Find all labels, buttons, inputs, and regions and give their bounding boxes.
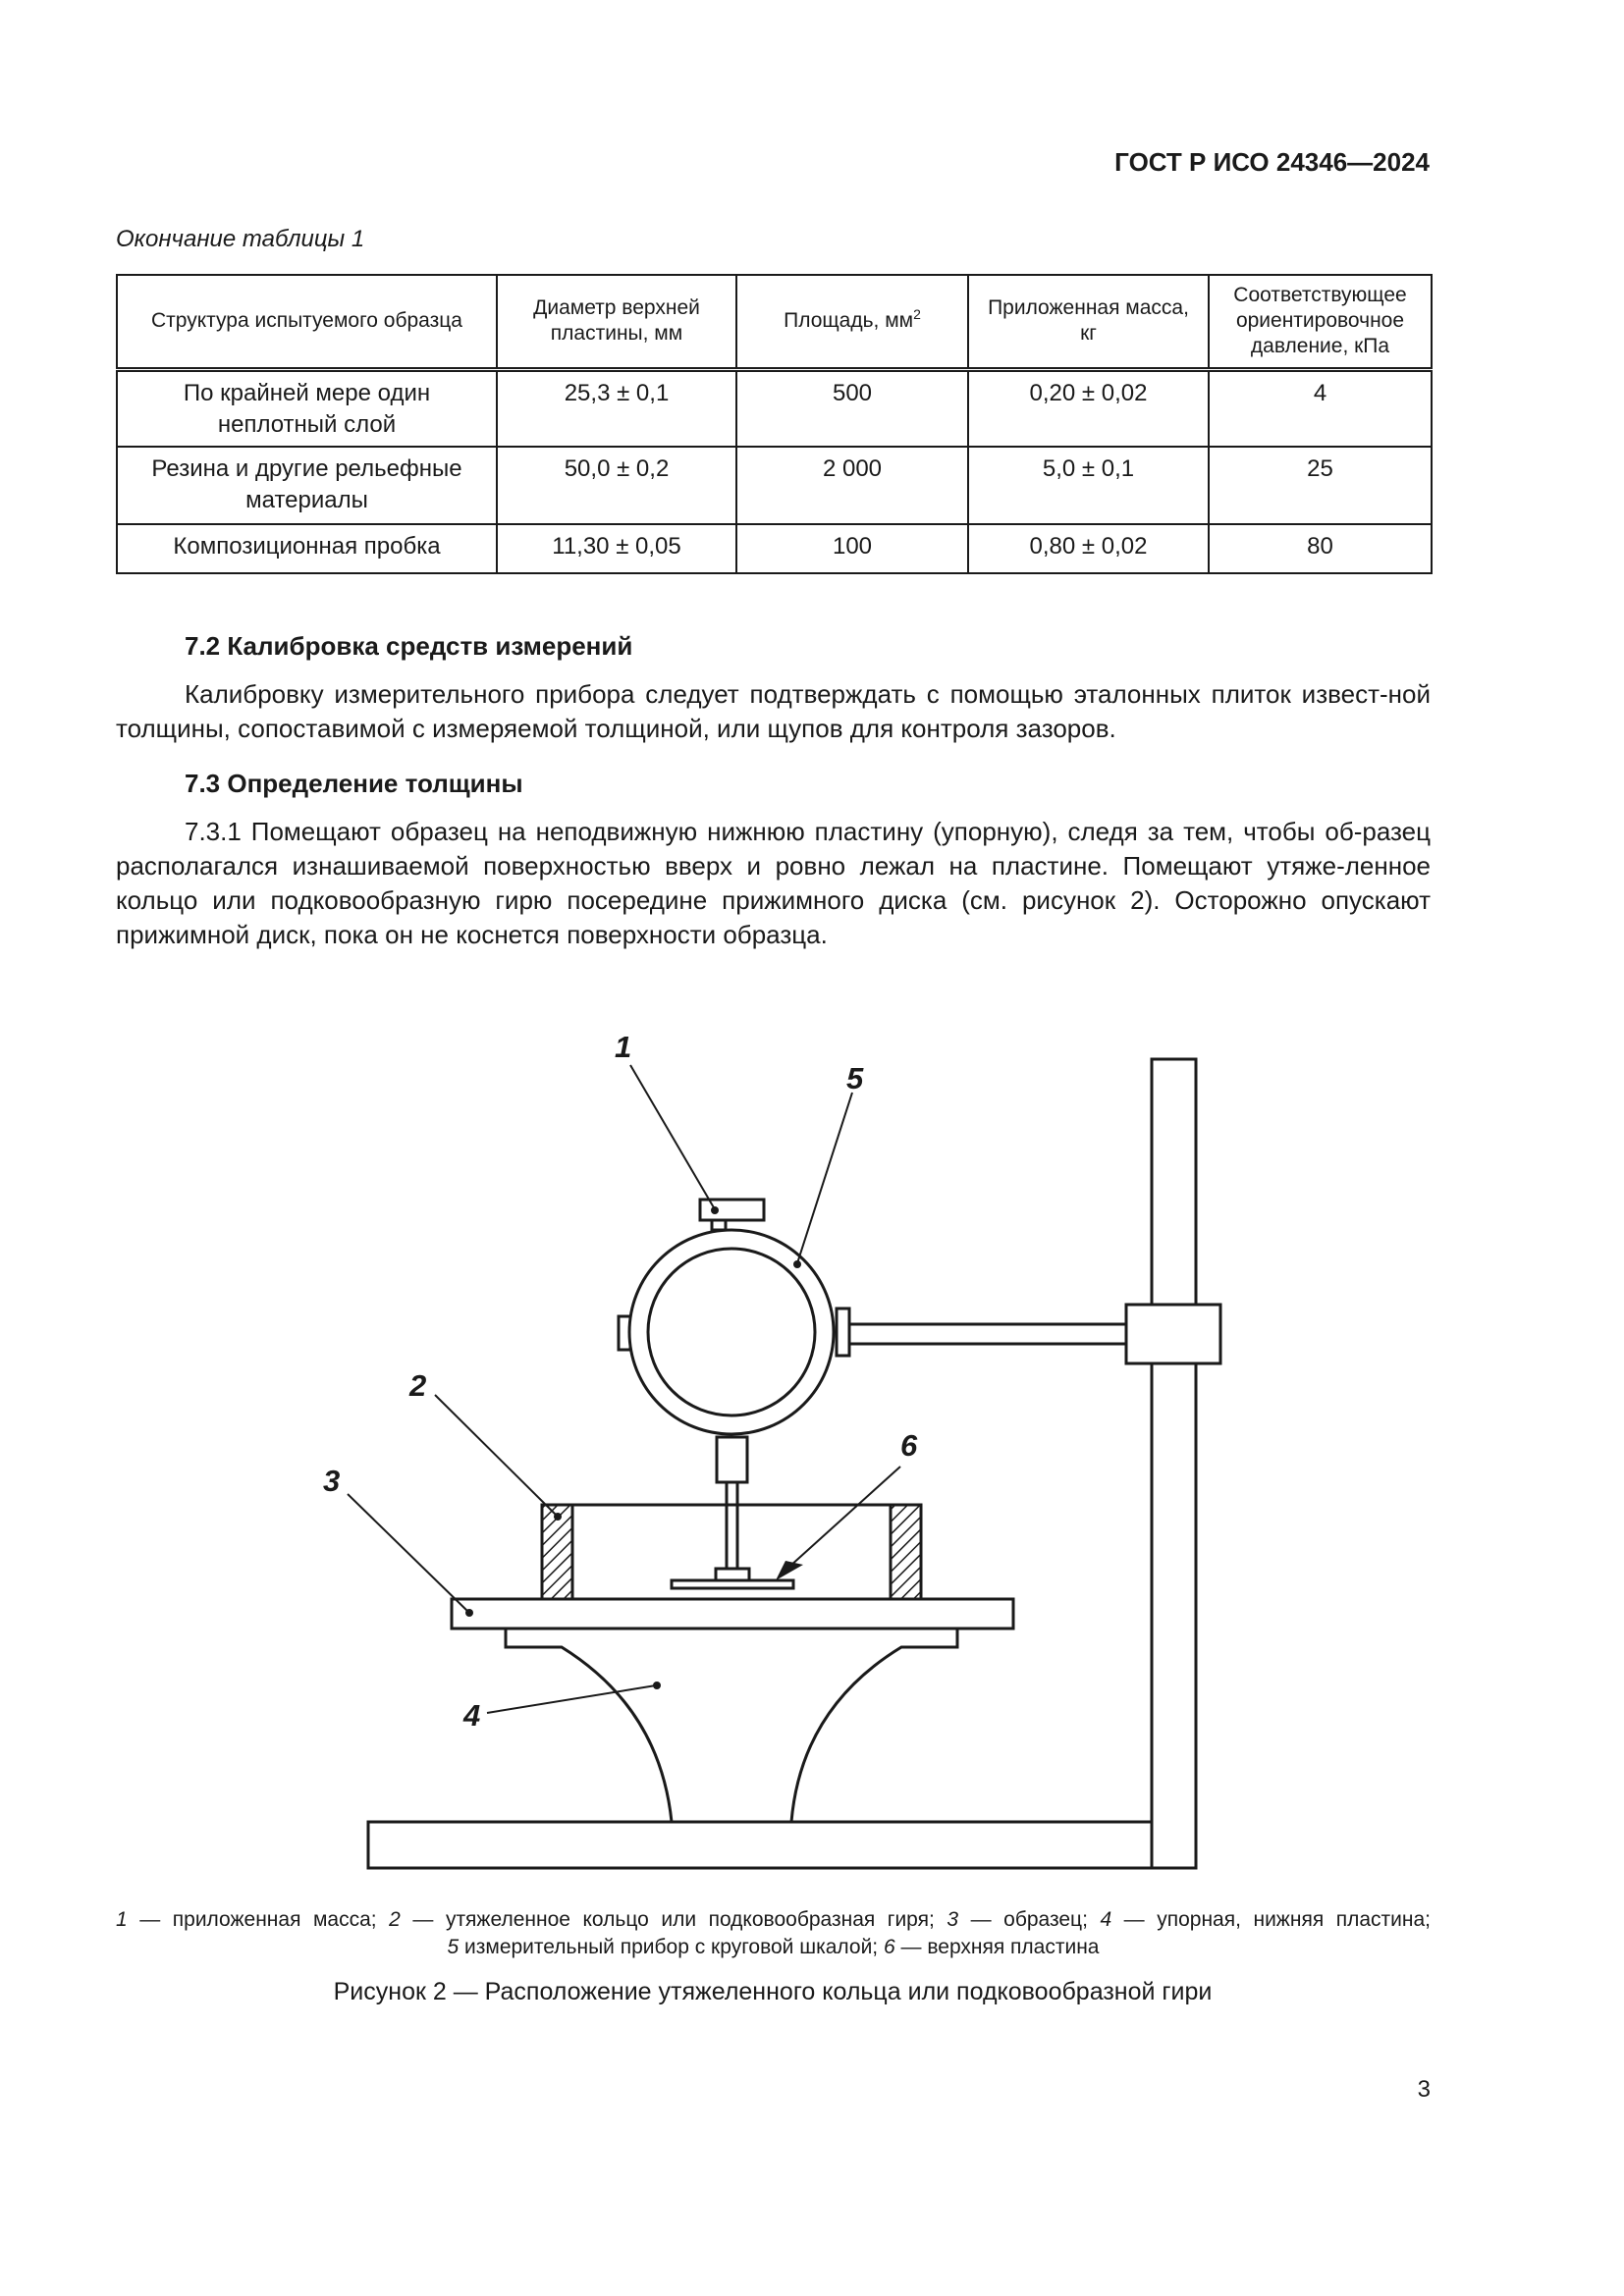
gauge-stem [717,1437,747,1482]
table-cell: 500 [736,369,968,447]
table-caption: Окончание таблицы 1 [116,226,365,252]
leader-arrow-6 [776,1561,803,1580]
callout-1: 1 [615,1030,632,1064]
legend-num: 6 [883,1936,895,1958]
leader-line-1 [630,1065,715,1209]
area-unit-superscript: 2 [913,306,921,323]
legend-text: — утяжеленное кольцо или подковообразная гиря; [400,1908,947,1931]
gauge-arm [849,1324,1126,1344]
legend-text: — упорная, нижняя пластина; [1111,1908,1431,1931]
col-header-diameter: Диаметр верхней пластины, мм [497,275,736,369]
callout-3: 3 [323,1464,341,1498]
table-cell: 2 000 [736,447,968,524]
legend-line-1 [116,1906,1431,1934]
leader-dot-1 [711,1206,719,1214]
callout-5: 5 [846,1061,864,1095]
legend-num: 3 [947,1908,959,1931]
table-cell: 80 [1209,524,1432,573]
callout-6: 6 [900,1428,918,1463]
weighted-ring-right [891,1505,921,1599]
legend-text: — образец; [958,1908,1101,1931]
col-header-mass: Приложенная масса, кг [968,275,1209,369]
anvil-support [506,1629,957,1822]
leader-line-3 [348,1494,469,1613]
table-cell: 0,80 ± 0,02 [968,524,1209,573]
table-cell: 25 [1209,447,1432,524]
callout-4: 4 [463,1698,481,1733]
gauge-top-button [700,1200,764,1220]
callout-2: 2 [409,1368,427,1403]
spindle-foot [716,1569,749,1580]
leader-line-5 [797,1093,852,1263]
leader-dot-5 [793,1260,801,1268]
table-cell: 100 [736,524,968,573]
dial-gauge-outer [629,1230,834,1434]
legend-num: 4 [1100,1908,1112,1931]
gauge-side-lug-right [837,1308,849,1356]
legend-num: 5 [447,1936,460,1958]
col-header-pressure: Соответствующее ориентировочное давление, кПа [1209,275,1432,369]
legend-text: измерительный прибор с круговой шкалой; [459,1936,884,1958]
table-cell: 11,30 ± 0,05 [497,524,736,573]
leader-dot-4 [653,1682,661,1689]
stand-column [1152,1059,1196,1868]
table-cell: 5,0 ± 0,1 [968,447,1209,524]
legend-text: — верхняя пластина [894,1936,1100,1958]
page-number: 3 [1417,2076,1431,2103]
leader-dot-2 [554,1513,562,1521]
legend-line-2 [116,1934,1431,1961]
figure-legend [116,1906,1431,1961]
presser-foot [672,1580,793,1588]
paragraph-7-3-1: 7.3.1 Помещают образец на неподвижную нижнюю пластину (упорную), следя за тем, чтобы об-разец располагался изнашиваемой поверхностью вверх и ровно лежал на пластине. Помещают утяже-ленное кольцо или подковообразную гирю посередине прижимного диска (см. рисунок 2). Осторожно опускают прижимной диск, пока он не коснется поверхности образца. [116,817,1431,949]
table-cell: 0,20 ± 0,02 [968,369,1209,447]
section-heading-7-3: 7.3 Определение толщины [185,769,523,798]
document-code: ГОСТ Р ИСО 24346—2024 [1114,147,1430,177]
col-header-area-label: Площадь, мм [784,309,914,333]
anvil-plate [452,1599,1013,1629]
table-cell: 25,3 ± 0,1 [497,369,736,447]
stand-base [368,1822,1152,1868]
legend-num: 1 [116,1908,128,1931]
leader-dot-3 [465,1609,473,1617]
legend-num: 2 [389,1908,401,1931]
column-clamp [1126,1305,1220,1363]
leader-line-2 [435,1395,558,1517]
table-cell: Резина и другие рельефные материалы [117,447,497,524]
table-cell: Композиционная пробка [117,524,497,573]
col-header-structure: Структура испытуемого образца [117,275,497,369]
table-cell: 4 [1209,369,1432,447]
section-heading-7-2: 7.2 Калибровка средств измерений [185,631,633,661]
legend-text: — приложенная масса; [127,1908,390,1931]
figure-title: Рисунок 2 — Расположение утяжеленного кольца или подковообразной гири [333,1978,1213,2005]
table-cell: 50,0 ± 0,2 [497,447,736,524]
leader-line-6 [789,1467,900,1567]
paragraph-7-2: Калибровку измерительного прибора следует подтверждать с помощью эталонных плиток извест-ной толщины, сопоставимой с измеряемой толщиной, или щупов для контроля зазоров. [116,679,1431,743]
table-cell: По крайней мере один неплотный слой [117,369,497,447]
